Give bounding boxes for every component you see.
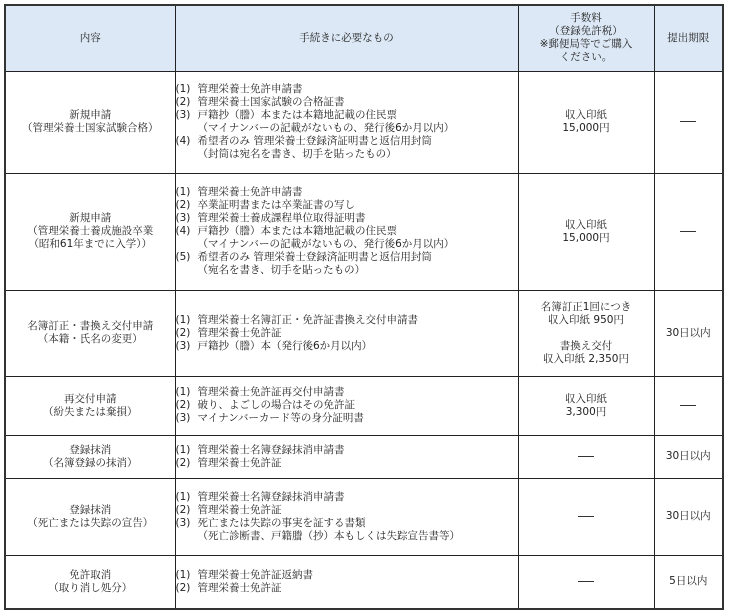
- table-row: [5, 71, 723, 173]
- requirement-subnote: （マイナンバーの記載がないもの、発行後6か月以内）: [197, 122, 455, 134]
- header-fee: [518, 5, 654, 71]
- table-row: [5, 555, 723, 609]
- requirement-text: 管理栄養士国家試験の合格証書: [197, 96, 345, 108]
- requirement-text: 破り、よごしの場合はその免許証: [197, 399, 355, 411]
- requirement-number: (1): [175, 83, 191, 95]
- requirement-number: (3): [175, 516, 191, 529]
- table-row: [5, 290, 723, 376]
- fee-line: 収入印紙 950円: [548, 313, 624, 326]
- requirement-number: (4): [175, 225, 191, 237]
- fee-cell: [518, 435, 654, 478]
- requirement-text: 管理栄養士免許証返納書: [197, 568, 313, 581]
- content-note: （管理栄養士養成施設卒業: [27, 225, 154, 237]
- requirement-number: (1): [175, 186, 191, 198]
- requirements-cell: [175, 71, 518, 173]
- fee-cell: [518, 173, 654, 290]
- content-cell: [5, 376, 175, 435]
- content-note: （紛失または棄損）: [43, 405, 138, 418]
- requirement-item: [176, 225, 518, 238]
- dash-none-icon: [680, 231, 696, 232]
- dash-none-icon: [680, 121, 696, 122]
- content-note: （昭和61年までに入学））: [28, 238, 153, 250]
- content-note: （取り消し処分）: [48, 581, 133, 594]
- requirement-item: [176, 212, 518, 225]
- requirement-number: (5): [175, 251, 191, 263]
- requirement-item: [176, 504, 518, 517]
- requirement-number: (2): [175, 456, 191, 469]
- content-title: 名簿訂正・書換え交付申請: [27, 320, 154, 332]
- content-note: （管理栄養士国家試験合格）: [22, 122, 159, 134]
- requirement-item: [176, 340, 518, 353]
- content-title: 新規申請: [69, 212, 112, 224]
- requirement-text: 管理栄養士名簿登録抹消申請書: [197, 490, 345, 503]
- fee-cell: [518, 376, 654, 435]
- requirement-item: [176, 186, 518, 199]
- content-cell: [5, 290, 175, 376]
- content-cell: [5, 478, 175, 555]
- requirement-item: [176, 457, 518, 470]
- header-deadline: 提出期限: [654, 5, 723, 71]
- requirement-item: [176, 327, 518, 340]
- requirement-text: 管理栄養士免許証再交付申請書: [197, 386, 345, 398]
- requirement-text: 管理栄養士養成課程単位取得証明書: [197, 212, 366, 224]
- content-note: （名簿登録の抹消）: [43, 456, 138, 469]
- requirement-subnote: （宛名を書き、切手を貼ったもの）: [197, 264, 366, 276]
- requirement-item: [176, 517, 518, 530]
- dash-none-icon: [578, 581, 594, 582]
- header-fee-line: ※郵便局等でご購入: [539, 38, 633, 51]
- requirement-item: [176, 582, 518, 595]
- requirement-text: 死亡または失踪の事実を証する書類: [197, 516, 366, 529]
- requirement-item: [176, 399, 518, 412]
- fee-line: 15,000円: [562, 231, 610, 244]
- deadline-cell: 30日以内: [654, 478, 723, 555]
- requirements-cell: [175, 478, 518, 555]
- fee-cell: [518, 478, 654, 555]
- content-title: 登録抹消: [69, 443, 112, 456]
- fee-cell: [518, 290, 654, 376]
- header-fee-line: （登録免許税）: [549, 25, 623, 38]
- requirement-number: (1): [175, 443, 191, 456]
- fee-line: 収入印紙: [565, 392, 607, 405]
- requirement-text: 管理栄養士免許申請書: [197, 83, 303, 95]
- requirement-subnote: （封筒は宛名を書き、切手を貼ったもの）: [197, 148, 397, 160]
- requirement-item: [176, 109, 518, 122]
- requirements-cell: [175, 290, 518, 376]
- header-requirements: 手続きに必要なもの: [175, 5, 518, 71]
- requirement-text: 戸籍抄（謄）本または本籍地記載の住民票: [197, 109, 397, 121]
- requirement-text: 管理栄養士免許証: [197, 326, 282, 339]
- requirement-number: (2): [175, 503, 191, 516]
- requirement-item: [176, 199, 518, 212]
- requirement-item: [176, 314, 518, 327]
- dash-none-icon: [578, 516, 594, 517]
- table-row: [5, 478, 723, 555]
- fee-line: 名簿訂正1回につき: [540, 300, 632, 313]
- table-row: [5, 376, 723, 435]
- requirements-cell: [175, 435, 518, 478]
- procedure-table: [4, 4, 724, 610]
- fee-line: 3,300円: [565, 405, 607, 418]
- header-fee-line: ください。: [559, 51, 613, 64]
- fee-line: 15,000円: [562, 122, 610, 134]
- requirements-cell: [175, 555, 518, 609]
- requirement-text: 卒業証明書または卒業証書の写し: [197, 199, 355, 211]
- content-title: 登録抹消: [69, 503, 112, 516]
- deadline-cell: 30日以内: [654, 435, 723, 478]
- requirement-number: (3): [175, 109, 191, 121]
- requirement-item: [176, 386, 518, 399]
- requirement-number: (2): [175, 581, 191, 594]
- requirement-number: (3): [175, 412, 191, 424]
- requirement-text: 管理栄養士免許証: [197, 503, 282, 516]
- content-cell: [5, 173, 175, 290]
- content-title: 再交付申請: [64, 392, 117, 405]
- requirement-item: [176, 135, 518, 148]
- requirement-text: マイナンバーカード等の身分証明書: [197, 412, 364, 424]
- fee-line: 収入印紙 2,350円: [543, 352, 629, 365]
- requirement-text: 管理栄養士名簿訂正・免許証書換え交付申請書: [197, 313, 418, 326]
- requirement-text: 管理栄養士免許証: [197, 581, 282, 594]
- requirement-number: (2): [175, 399, 191, 411]
- requirement-text: 希望者のみ 管理栄養士登録済証明書と返信用封筒: [197, 135, 432, 147]
- requirement-item: [176, 96, 518, 109]
- fee-cell: [518, 71, 654, 173]
- content-cell: [5, 555, 175, 609]
- requirement-number: (2): [175, 199, 191, 211]
- deadline-cell: [654, 376, 723, 435]
- content-cell: [5, 435, 175, 478]
- requirement-number: (2): [175, 326, 191, 339]
- requirement-number: (3): [175, 339, 191, 352]
- dash-none-icon: [680, 405, 696, 406]
- table-row: [5, 435, 723, 478]
- requirement-subnote: （死亡診断書、戸籍謄（抄）本もしくは失踪宣告書等）: [197, 529, 460, 542]
- deadline-cell: 30日以内: [654, 290, 723, 376]
- requirement-item: [176, 251, 518, 264]
- header-fee-line: 手数料: [570, 12, 602, 25]
- deadline-cell: [654, 71, 723, 173]
- requirement-number: (1): [175, 568, 191, 581]
- requirement-text: 管理栄養士名簿登録抹消申請書: [197, 443, 345, 456]
- fee-spacer: [519, 327, 654, 340]
- requirement-number: (1): [175, 490, 191, 503]
- deadline-cell: 5日以内: [654, 555, 723, 609]
- requirement-item: [176, 444, 518, 457]
- header-row: [5, 5, 723, 71]
- requirement-number: (4): [175, 135, 191, 147]
- content-cell: [5, 71, 175, 173]
- content-note: （死亡または失踪の宣告）: [27, 516, 154, 529]
- content-title: 新規申請: [69, 109, 112, 121]
- requirement-text: 管理栄養士免許証: [197, 456, 282, 469]
- fee-line: 書換え交付: [559, 339, 613, 352]
- requirement-text: 希望者のみ 管理栄養士登録済証明書と返信用封筒: [197, 251, 432, 263]
- requirement-item: [176, 412, 518, 425]
- fee-line: 収入印紙: [565, 109, 607, 121]
- fee-cell: [518, 555, 654, 609]
- requirement-number: (2): [175, 96, 191, 108]
- header-content: 内容: [5, 5, 175, 71]
- deadline-cell: [654, 173, 723, 290]
- requirement-text: 戸籍抄（謄）本（発行後6か月以内）: [197, 339, 373, 352]
- requirements-cell: [175, 376, 518, 435]
- dash-none-icon: [578, 456, 594, 457]
- requirement-number: (3): [175, 212, 191, 224]
- fee-line: 収入印紙: [565, 218, 607, 231]
- requirement-item: [176, 83, 518, 96]
- content-title: 免許取消: [69, 568, 112, 581]
- table-row: [5, 173, 723, 290]
- requirement-item: [176, 491, 518, 504]
- requirement-subnote: （マイナンバーの記載がないもの、発行後6か月以内）: [197, 238, 455, 250]
- requirements-cell: [175, 173, 518, 290]
- requirement-number: (1): [175, 313, 191, 326]
- requirement-text: 管理栄養士免許申請書: [197, 186, 303, 198]
- requirement-number: (1): [175, 386, 191, 398]
- content-note: （本籍・氏名の変更）: [37, 333, 143, 345]
- requirement-text: 戸籍抄（謄）本または本籍地記載の住民票: [197, 225, 397, 237]
- requirement-item: [176, 569, 518, 582]
